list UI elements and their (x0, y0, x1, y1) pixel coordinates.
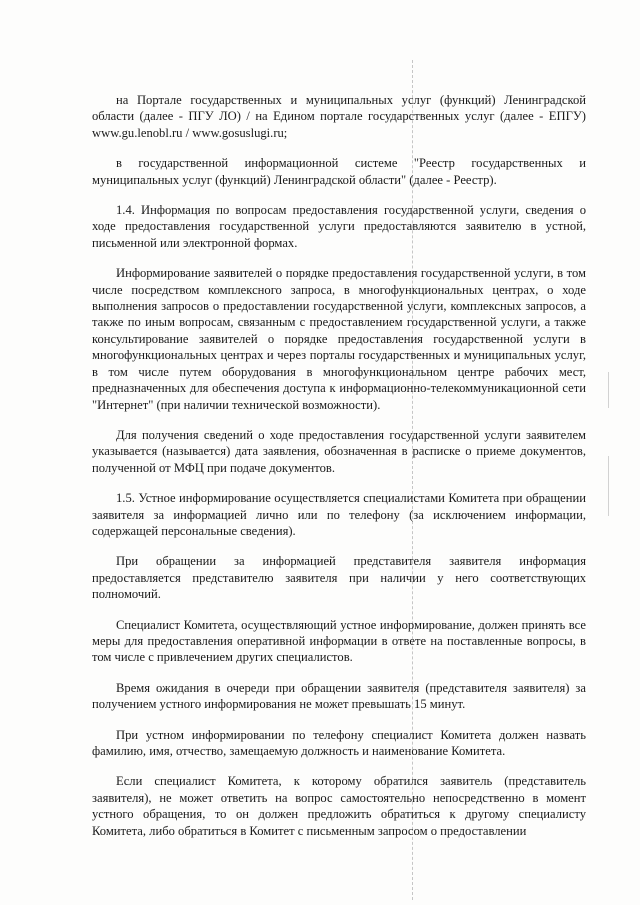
paragraph-referral: Если специалист Комитета, к которому обратился заявитель (представитель заявителя), не может ответить на вопрос самостоятельно непосредственно в момент устного обращения, то он должен предложить обратиться к другому специалисту Комитета, либо обратиться в Комитет с письменным запросом о предоставлении (92, 774, 586, 838)
scan-edge-mark-lower (608, 456, 609, 516)
scan-edge-mark-upper (608, 372, 609, 408)
paragraph-informing-applicants: Информирование заявителей о порядке предоставления государственной услуги, в том числе посредством комплексного запроса, в многофункциональных центрах, о ходе выполнения запросов о предоставлении государственной услуги, комплексных запросов, а также по иным вопросам, связанным с предоставлением государственной услуги, а также консультирование заявителей о порядке предоставления государственной услуги в многофункциональных центрах и через порталы государственных и муниципальных услуг, в том числе путем оборудования в многофункциональном центре рабочих мест, предназначенных для обеспечения доступа к информационно-телекоммуникационной сети "Интернет" (при наличии технической возможности). (92, 266, 586, 412)
paragraph-section-1-4: 1.4. Информация по вопросам предоставления государственной услуги, сведения о ходе предоставления государственной услуги предоставляются заявителю в устной, письменной или электронной формах. (92, 203, 586, 250)
paragraph-registry: в государственной информационной системе "Реестр государственных и муниципальных услуг (функций) Ленинградской области" (далее - Реестр). (92, 156, 586, 187)
paragraph-representative: При обращении за информацией представителя заявителя информация предоставляется представителю заявителя при наличии у него соответствующих полномочий. (92, 554, 586, 602)
paragraph-waiting-time: Время ожидания в очереди при обращении заявителя (представителя заявителя) за получением устного информирования не может превышать 15 минут. (92, 680, 586, 712)
paragraph-section-1-5: 1.5. Устное информирование осуществляется специалистами Комитета при обращении заявителя за информацией лично или по телефону (за исключением информации, содержащей персональные сведения). (92, 491, 586, 538)
paragraph-phone-informing: При устном информировании по телефону специалист Комитета должен назвать фамилию, имя, отчество, замещаемую должность и наименование Комитета. (92, 727, 586, 758)
document-body (92, 92, 586, 839)
paragraph-portal-links: на Портале государственных и муниципальных услуг (функций) Ленинградской области (далее - ПГУ ЛО) / на Едином портале государственных услуг (далее - ЕПГУ) www.gu.lenobl.ru / www.gosuslugi.ru; (92, 93, 586, 140)
paragraph-specialist-measures: Специалист Комитета, осуществляющий устное информирование, должен принять все меры для предоставления оперативной информации в ответе на поставленные вопросы, в том числе с привлечением других специалистов. (92, 617, 586, 665)
paragraph-status-info: Для получения сведений о ходе предоставления государственной услуги заявителем указывается (называется) дата заявления, обозначенная в расписке о приеме документов, полученной от МФЦ при подаче документов. (92, 427, 586, 475)
